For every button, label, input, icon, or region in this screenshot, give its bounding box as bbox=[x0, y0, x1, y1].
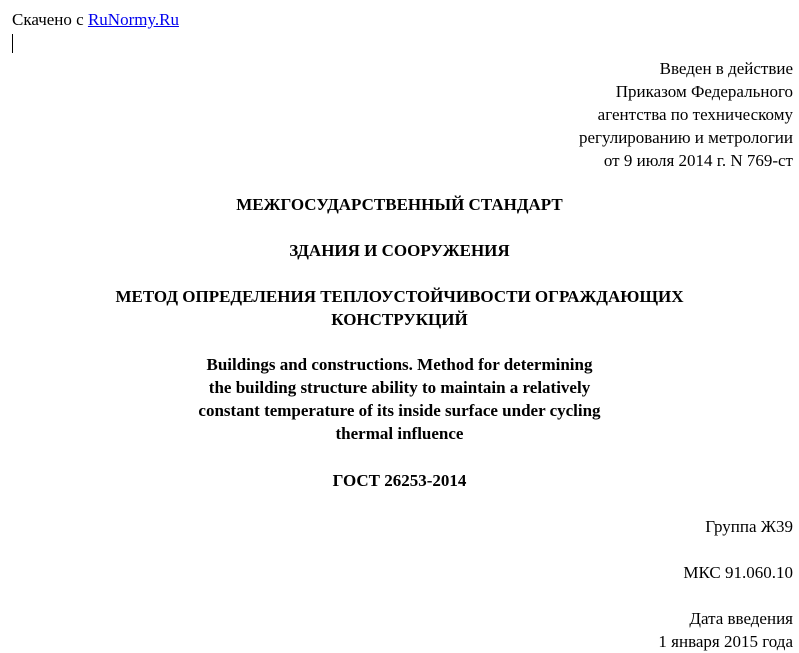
standard-code-heading bbox=[0, 469, 799, 492]
method-title-en-line: constant temperature of its inside surface under cycling bbox=[198, 401, 601, 420]
method-title-en-line: Buildings and constructions. Method for determining bbox=[206, 355, 593, 374]
approval-line: агентства по техническому bbox=[597, 105, 793, 124]
approval-line: регулированию и метрологии bbox=[578, 128, 793, 147]
source-link[interactable]: RuNormy.Ru bbox=[87, 10, 179, 29]
approval-line: Введен в действие bbox=[659, 59, 793, 78]
intro-date-value: 1 января 2015 года bbox=[658, 632, 793, 651]
method-title-en-line: the building structure ability to maintain a relatively bbox=[208, 378, 591, 397]
intro-date-label: Дата введения bbox=[689, 609, 793, 628]
method-title-ru-line: КОНСТРУКЦИЙ bbox=[331, 310, 468, 329]
standard-code-text: ГОСТ 26253-2014 bbox=[332, 471, 467, 490]
intro-date-block bbox=[658, 607, 793, 653]
approval-line: от 9 июля 2014 г. N 769-ст bbox=[603, 151, 793, 170]
method-title-en-line: thermal influence bbox=[335, 424, 464, 443]
approval-block bbox=[579, 57, 793, 172]
mks-code: МКС 91.060.10 bbox=[683, 563, 793, 582]
approval-line: Приказом Федерального bbox=[615, 82, 793, 101]
source-prefix: Скачено с bbox=[12, 10, 88, 29]
method-title-en bbox=[0, 353, 799, 445]
subject-heading bbox=[0, 239, 799, 262]
subject-text: ЗДАНИЯ И СООРУЖЕНИЯ bbox=[289, 241, 510, 260]
method-title-ru bbox=[0, 285, 799, 331]
standard-type-heading bbox=[0, 193, 799, 216]
standard-type-text: МЕЖГОСУДАРСТВЕННЫЙ СТАНДАРТ bbox=[236, 195, 563, 214]
method-title-ru-line: МЕТОД ОПРЕДЕЛЕНИЯ ТЕПЛОУСТОЙЧИВОСТИ ОГРАЖДАЮЩИХ bbox=[115, 287, 684, 306]
text-cursor bbox=[12, 34, 13, 53]
group-code: Группа Ж39 bbox=[705, 517, 793, 536]
source-line bbox=[12, 9, 179, 31]
